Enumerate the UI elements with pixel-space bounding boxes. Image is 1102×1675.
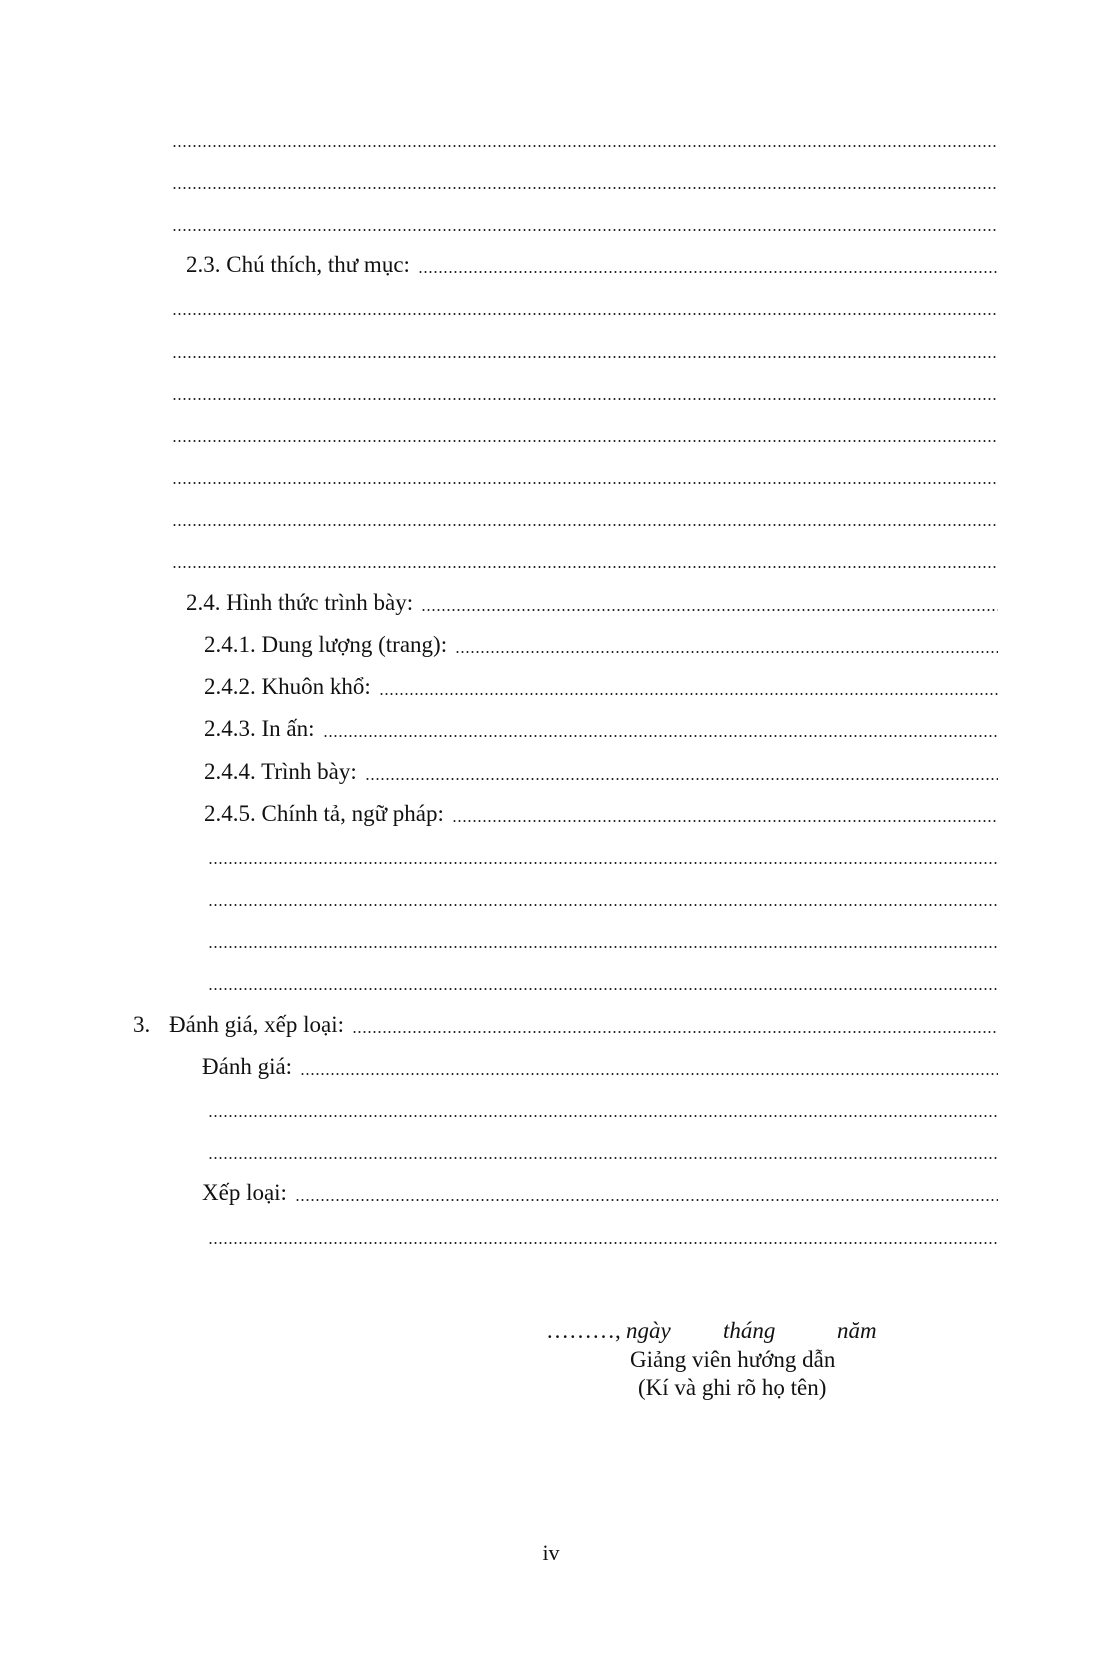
blank-line xyxy=(172,461,998,491)
danh-gia-label: Đánh giá: xyxy=(202,1054,293,1079)
blank-line xyxy=(172,166,998,196)
section-2-4-label: 2.4. Hình thức trình bày: xyxy=(186,590,414,615)
section-2-4-2-line xyxy=(204,672,998,702)
blank-line xyxy=(208,967,998,997)
danh-gia-line xyxy=(202,1052,998,1082)
blank-line xyxy=(208,1094,998,1124)
blank-line xyxy=(172,124,998,154)
blank-line xyxy=(208,883,998,913)
blank-line xyxy=(172,335,998,365)
blank-line xyxy=(208,841,998,871)
section-2-3-line xyxy=(186,250,998,280)
xep-loai-label: Xếp loại: xyxy=(202,1180,287,1205)
blank-line xyxy=(172,419,998,449)
blank-line xyxy=(172,292,998,322)
signature-date-prefix: ………, xyxy=(546,1318,621,1343)
signature-day-label: ngày xyxy=(626,1318,671,1343)
signature-month-label: tháng xyxy=(723,1318,776,1343)
section-2-4-4-label: 2.4.4. Trình bày: xyxy=(204,759,357,784)
page-number: iv xyxy=(542,1540,560,1565)
section-3-label: Đánh giá, xếp loại: xyxy=(169,1012,345,1037)
section-2-4-1-line xyxy=(204,630,998,660)
signature-title: Giảng viên hướng dẫn xyxy=(630,1347,836,1372)
blank-line xyxy=(208,1221,998,1251)
section-2-4-line xyxy=(186,588,998,618)
blank-line xyxy=(172,545,998,575)
section-2-3-label: 2.3. Chú thích, thư mục: xyxy=(186,252,410,277)
blank-line xyxy=(172,208,998,238)
xep-loai-line xyxy=(202,1178,998,1208)
section-2-4-2-label: 2.4.2. Khuôn khổ: xyxy=(204,674,371,699)
section-3-number: 3. xyxy=(133,1012,151,1037)
section-2-4-3-line xyxy=(204,714,998,744)
blank-line xyxy=(208,925,998,955)
section-2-4-4-line xyxy=(204,757,998,787)
blank-line xyxy=(208,1136,998,1166)
section-2-4-5-label: 2.4.5. Chính tả, ngữ pháp: xyxy=(204,801,444,826)
section-2-4-5-line xyxy=(204,799,998,829)
blank-line xyxy=(172,503,998,533)
signature-year-label: năm xyxy=(837,1318,877,1343)
blank-line xyxy=(172,377,998,407)
section-3-line xyxy=(133,1010,998,1040)
section-2-4-1-label: 2.4.1. Dung lượng (trang): xyxy=(204,632,448,657)
signature-note: (Kí và ghi rõ họ tên) xyxy=(638,1375,827,1400)
section-2-4-3-label: 2.4.3. In ấn: xyxy=(204,716,315,741)
